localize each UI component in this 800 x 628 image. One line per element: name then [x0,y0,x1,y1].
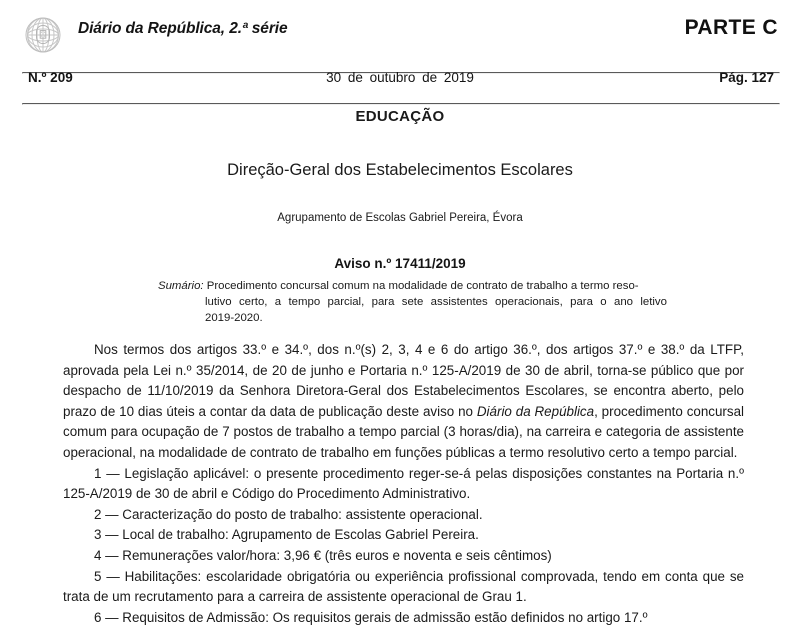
list-item-5: 5 — Habilitações: escolaridade obrigatória ou experiência profissional comprovada, tendo em conta que se trata de um recrutamento para a carreira de assistente operacional de Grau 1. [63,568,744,605]
masthead [0,0,800,60]
school-subtitle: Agrupamento de Escolas Gabriel Pereira, Évora [277,211,523,224]
portugal-coat-of-arms-icon [22,14,64,56]
notice-number-heading: Aviso n.º 17411/2019 [334,255,466,271]
list-item-3: 3 — Local de trabalho: Agrupamento de Escolas Gabriel Pereira. [94,527,479,543]
part-label: PARTE C [684,16,778,39]
intro-paragraph [63,340,744,464]
heading-block [0,108,800,272]
publication-title: Diário da República, 2.ª série [78,20,288,37]
list-item-6: 6 — Requisitos de Admissão: Os requisitos gerais de admissão estão definidos no artigo 17.º [94,609,648,625]
list-item-4: 4 — Remunerações valor/hora: 3,96 € (três euros e noventa e seis cêntimos) [94,547,552,563]
publication-reference: Diário da República [476,403,595,419]
page-number: Pág. 127 [719,70,774,85]
header-rule-bottom [22,103,780,105]
intro-text-part-2: , procedimento concursal comum para ocupação de 7 postos de trabalho a tempo parcial (3 horas/dia), na carreira e categoria de assistente operacional, na modalidade de contrato de trabalho em funções públicas a termo resolutivo certo a tempo parcial. [63,403,744,460]
issue-date: 30 de outubro de 2019 [326,70,474,85]
summary-label: Sumário: [158,280,204,292]
summary-line-3: 2019-2020. [205,312,263,325]
organization-heading: Direção-Geral dos Estabelecimentos Escolares [227,161,573,179]
intro-text-part-1: Nos termos dos artigos 33.º e 34.º, dos n.º(s) 2, 3, 4 e 6 do artigo 36.º, dos artigos 37.º e 38.º da LTFP, aprovada pela Lei n.º 35/2014, de 20 de junho e Portaria n.º 125-A/2019 de 30 de abril, torna-se público que por despacho de 11/10/2019 da Senhora Diretora-Geral dos Estabelecimentos Escolares, se encontra aberto, pelo prazo de 10 dias úteis a contar da data de publicação deste aviso no [63,342,744,419]
issue-number: N.º 209 [28,70,73,85]
list-item-2: 2 — Caracterização do posto de trabalho: assistente operacional. [94,506,483,522]
summary-line-2: lutivo certo, a tempo parcial, para sete assistentes operacionais, para o ano letivo [205,296,667,309]
section-heading: EDUCAÇÃO [355,108,445,125]
summary-block [158,278,667,327]
list-item-1: 1 — Legislação aplicável: o presente procedimento reger-se-á pelas disposições constantes na Portaria n.º 125-A/2019 de 30 de abril e Código do Procedimento Administrativo. [63,465,744,502]
summary-line-1: Procedimento concursal comum na modalidade de contrato de trabalho a termo reso- [203,280,639,292]
body-text [63,340,744,628]
issue-info-row [22,70,778,92]
